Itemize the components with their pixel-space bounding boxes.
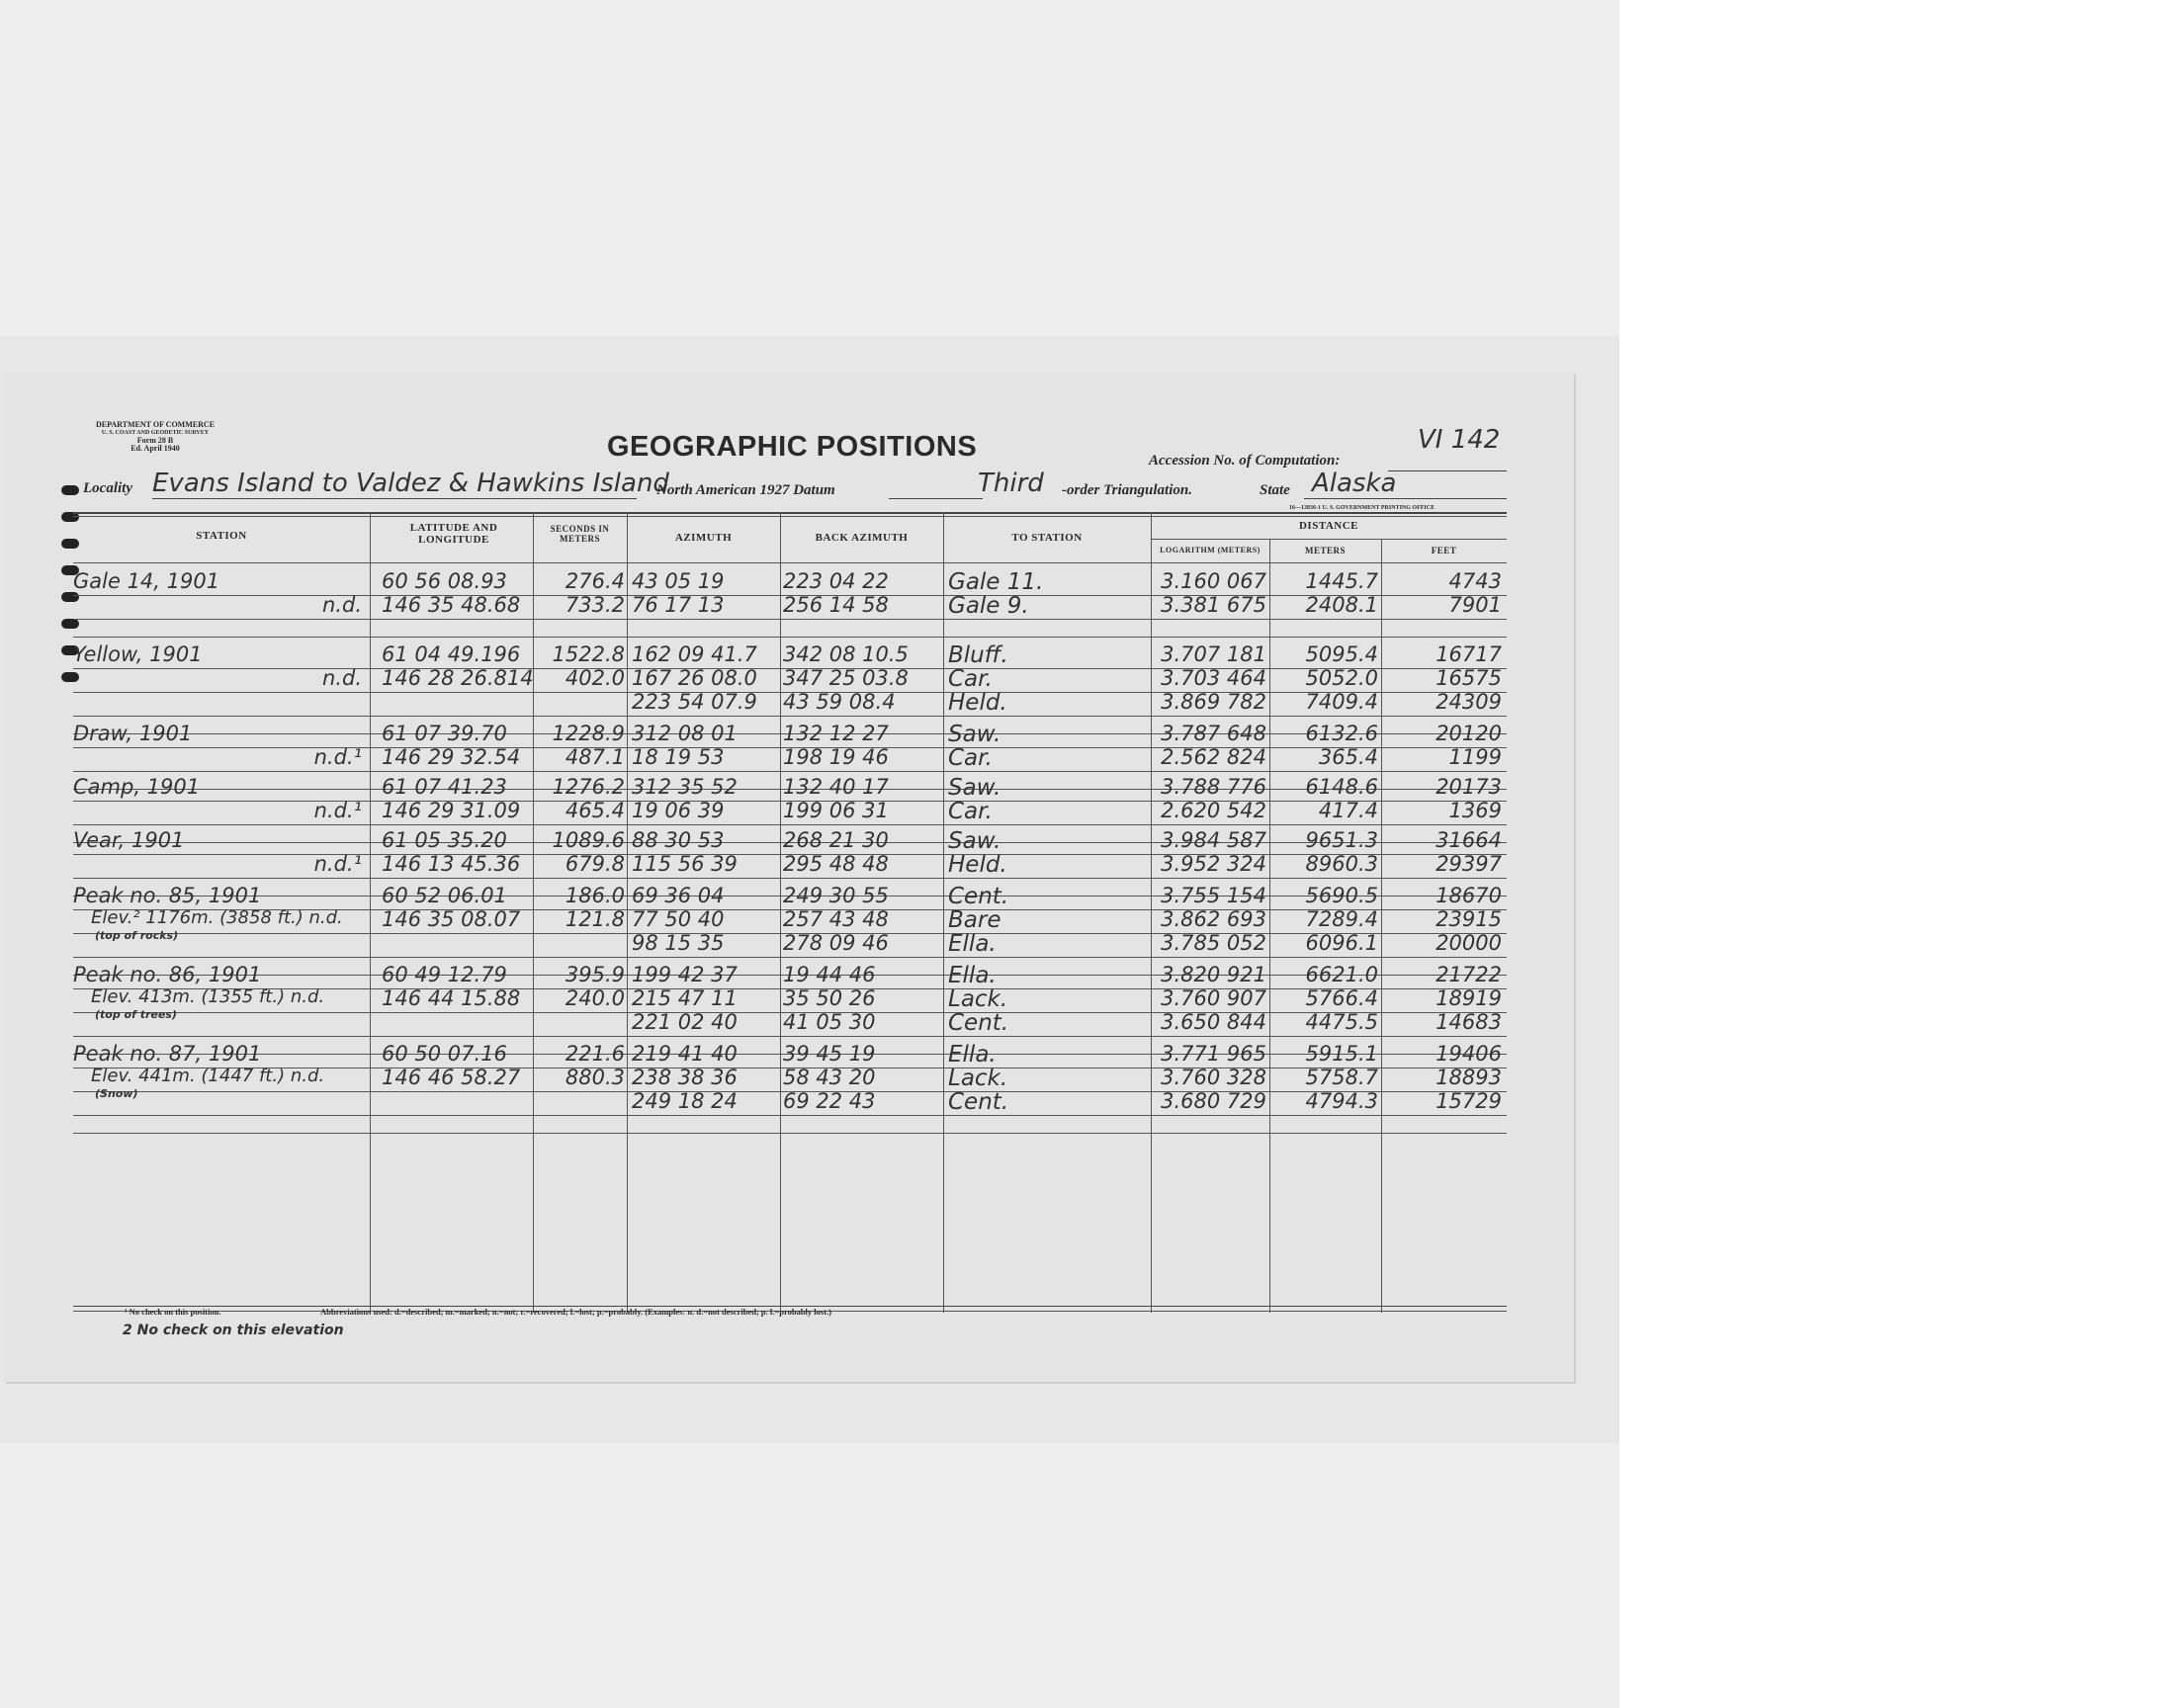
col-back-azimuth: BACK AZIMUTH [815,532,909,544]
cell-log: 3.785 052 [1161,931,1266,955]
cell-sec: 402.0 [565,666,625,690]
cell-baz: 342 08 10.5 [783,642,909,666]
col-feet: FEET [1431,546,1457,555]
cell-ft: 1369 [1448,799,1502,822]
cell-m: 6148.6 [1305,775,1378,799]
cell-az: 221 02 40 [632,1010,738,1034]
cell-to: Saw. [948,775,1001,801]
page-title: GEOGRAPHIC POSITIONS [607,431,978,463]
dept-line: Ed. April 1940 [130,444,180,453]
cell-az: 77 50 40 [632,907,725,931]
cell-az: 167 26 08.0 [632,666,757,690]
cell-m: 5766.4 [1305,986,1378,1010]
cell-latlon: 146 35 48.68 [382,593,521,617]
cell-station: Elev. 413m. (1355 ft.) n.d. [91,986,325,1007]
col-latlon: LATITUDE AND LONGITUDE [409,522,498,546]
station-subnote: (top of trees) [95,1008,177,1021]
cell-m: 417.4 [1318,799,1378,822]
cell-baz: 58 43 20 [783,1066,876,1089]
cell-az: 312 08 01 [632,722,738,745]
dept-line: Form 28 B [136,436,174,445]
cell-az: 76 17 13 [632,593,725,617]
cell-az: 223 54 07.9 [632,690,757,714]
cell-to: Gale 9. [948,593,1029,619]
cell-ft: 7901 [1448,593,1502,617]
cell-station: Peak no. 86, 1901 [73,963,262,986]
cell-latlon: 146 29 32.54 [382,745,521,769]
cell-ft: 18893 [1436,1066,1502,1089]
station-subnote: (top of rocks) [95,929,179,942]
cell-sec: 276.4 [565,569,625,593]
state-label: State [1260,482,1290,498]
cell-station: Draw, 1901 [73,722,193,745]
cell-log: 3.862 693 [1161,907,1266,931]
cell-az: 69 36 04 [632,884,725,907]
cell-ft: 24309 [1436,690,1502,714]
cell-station: Peak no. 87, 1901 [73,1042,262,1066]
cell-baz: 249 30 55 [783,884,889,907]
cell-baz: 132 12 27 [783,722,889,745]
cell-to: Cent. [948,1010,1009,1036]
cell-log: 3.755 154 [1161,884,1266,907]
cell-sec: 733.2 [565,593,625,617]
cell-latlon: 60 49 12.79 [382,963,507,986]
cell-log: 3.703 464 [1161,666,1266,690]
cell-station: n.d. [322,593,362,617]
cell-baz: 39 45 19 [783,1042,876,1066]
cell-baz: 223 04 22 [783,569,889,593]
cell-to: Cent. [948,884,1009,909]
cell-ft: 20120 [1436,722,1502,745]
cell-latlon: 61 04 49.196 [382,642,521,666]
cell-baz: 69 22 43 [783,1089,876,1113]
cell-sec: 679.8 [565,852,625,876]
cell-m: 6096.1 [1305,931,1378,955]
cell-ft: 16717 [1436,642,1502,666]
cell-station: n.d.¹ [313,799,362,822]
cell-latlon: 146 29 31.09 [382,799,521,822]
cell-ft: 16575 [1436,666,1502,690]
cell-log: 3.381 675 [1161,593,1266,617]
cell-log: 3.820 921 [1161,963,1266,986]
cell-sec: 121.8 [565,907,625,931]
department-block [81,421,229,453]
cell-log: 3.760 907 [1161,986,1266,1010]
geographic-positions-form [4,372,1574,1382]
cell-baz: 35 50 26 [783,986,876,1010]
cell-az: 98 15 35 [632,931,725,955]
cell-to: Bluff. [948,642,1008,668]
cell-az: 219 41 40 [632,1042,738,1066]
cell-m: 7409.4 [1305,690,1378,714]
col-station: STATION [196,530,247,542]
cell-baz: 199 06 31 [783,799,889,822]
cell-to: Car. [948,799,993,824]
accession-label: Accession No. of Computation: [1149,453,1341,469]
cell-m: 7289.4 [1305,907,1378,931]
cell-baz: 132 40 17 [783,775,889,799]
cell-baz: 43 59 08.4 [783,690,896,714]
cell-baz: 295 48 48 [783,852,889,876]
cell-station: n.d.¹ [313,852,362,876]
col-distance: DISTANCE [1298,520,1359,532]
cell-m: 6621.0 [1305,963,1378,986]
cell-station: Peak no. 85, 1901 [73,884,262,907]
cell-latlon: 146 28 26.814 [382,666,534,690]
cell-sec: 1089.6 [552,828,625,852]
cell-sec: 1276.2 [552,775,625,799]
cell-to: Gale 11. [948,569,1044,595]
cell-log: 3.771 965 [1161,1042,1266,1066]
cell-latlon: 61 07 41.23 [382,775,507,799]
cell-station: Gale 14, 1901 [73,569,220,593]
cell-station: n.d. [322,666,362,690]
cell-log: 3.952 324 [1161,852,1266,876]
cell-baz: 41 05 30 [783,1010,876,1034]
cell-station: Vear, 1901 [73,828,185,852]
cell-log: 2.562 824 [1161,745,1266,769]
dept-line: DEPARTMENT OF COMMERCE [95,420,215,429]
cell-baz: 268 21 30 [783,828,889,852]
cell-sec: 221.6 [565,1042,625,1066]
cell-m: 365.4 [1318,745,1378,769]
cell-station: Elev. 441m. (1447 ft.) n.d. [91,1066,325,1086]
cell-log: 3.680 729 [1161,1089,1266,1113]
cell-az: 43 05 19 [632,569,725,593]
cell-to: Car. [948,745,993,771]
cell-latlon: 60 56 08.93 [382,569,507,593]
dept-line: U. S. COAST AND GEODETIC SURVEY [101,430,210,436]
cell-log: 3.160 067 [1161,569,1266,593]
footnote-1: ¹ No check on this position. [125,1307,221,1317]
cell-to: Cent. [948,1089,1009,1115]
cell-sec: 240.0 [565,986,625,1010]
order-value: Third [978,469,1044,498]
cell-baz: 257 43 48 [783,907,889,931]
cell-m: 2408.1 [1305,593,1378,617]
cell-m: 5095.4 [1305,642,1378,666]
cell-m: 5758.7 [1305,1066,1378,1089]
cell-az: 115 56 39 [632,852,738,876]
cell-ft: 29397 [1436,852,1502,876]
cell-m: 9651.3 [1305,828,1378,852]
cell-sec: 1522.8 [552,642,625,666]
station-subnote: (Snow) [95,1087,138,1100]
cell-az: 199 42 37 [632,963,738,986]
cell-ft: 18670 [1436,884,1502,907]
datum-label: North American 1927 Datum [656,482,835,498]
cell-az: 88 30 53 [632,828,725,852]
cell-latlon: 146 44 15.88 [382,986,521,1010]
cell-to: Ella. [948,931,997,957]
col-to-station: TO STATION [1011,532,1083,544]
cell-log: 3.707 181 [1161,642,1266,666]
cell-station: Camp, 1901 [73,775,201,799]
cell-ft: 4743 [1448,569,1502,593]
cell-log: 3.650 844 [1161,1010,1266,1034]
cell-sec: 465.4 [565,799,625,822]
state-value: Alaska [1312,469,1397,498]
cell-m: 5915.1 [1305,1042,1378,1066]
col-logarithm: LOGARITHM (METERS) [1160,546,1261,555]
order-label: -order Triangulation. [1062,482,1192,498]
cell-latlon: 60 50 07.16 [382,1042,507,1066]
cell-m: 5052.0 [1305,666,1378,690]
col-azimuth: AZIMUTH [674,532,733,544]
accession-value: VI 142 [1418,425,1501,455]
cell-baz: 19 44 46 [783,963,876,986]
cell-to: Bare [948,907,1001,933]
col-seconds: SECONDS IN METERS [550,524,610,544]
cell-ft: 21722 [1436,963,1502,986]
cell-to: Lack. [948,986,1008,1012]
cell-az: 238 38 36 [632,1066,738,1089]
cell-m: 1445.7 [1305,569,1378,593]
cell-sec: 487.1 [565,745,625,769]
cell-to: Lack. [948,1066,1008,1091]
cell-sec: 1228.9 [552,722,625,745]
cell-sec: 880.3 [565,1066,625,1089]
abbreviations-note: Abbreviations used: d.=described; m.=marked; n.=not; r.=recovered; l.=lost; p.=probably. (Examples: n. d.=not described; p. l.=probably lost.) [320,1307,831,1317]
cell-m: 6132.6 [1305,722,1378,745]
cell-to: Ella. [948,963,997,988]
cell-az: 215 47 11 [632,986,738,1010]
cell-m: 4475.5 [1305,1010,1378,1034]
cell-station: n.d.¹ [313,745,362,769]
cell-latlon: 146 35 08.07 [382,907,521,931]
cell-to: Ella. [948,1042,997,1068]
cell-ft: 1199 [1448,745,1502,769]
cell-baz: 347 25 03.8 [783,666,909,690]
cell-log: 2.620 542 [1161,799,1266,822]
cell-m: 4794.3 [1305,1089,1378,1113]
cell-baz: 198 19 46 [783,745,889,769]
cell-baz: 256 14 58 [783,593,889,617]
cell-ft: 14683 [1436,1010,1502,1034]
cell-log: 3.788 776 [1161,775,1266,799]
cell-log: 3.984 587 [1161,828,1266,852]
cell-m: 5690.5 [1305,884,1378,907]
cell-m: 8960.3 [1305,852,1378,876]
cell-station: Elev.² 1176m. (3858 ft.) n.d. [91,907,343,928]
cell-latlon: 60 52 06.01 [382,884,507,907]
cell-az: 249 18 24 [632,1089,738,1113]
cell-ft: 19406 [1436,1042,1502,1066]
cell-az: 312 35 52 [632,775,738,799]
cell-to: Held. [948,690,1007,716]
cell-to: Saw. [948,828,1001,854]
cell-sec: 395.9 [565,963,625,986]
cell-ft: 18919 [1436,986,1502,1010]
positions-table [73,512,1507,1303]
cell-log: 3.760 328 [1161,1066,1266,1089]
cell-log: 3.869 782 [1161,690,1266,714]
cell-ft: 20173 [1436,775,1502,799]
cell-baz: 278 09 46 [783,931,889,955]
cell-latlon: 146 46 58.27 [382,1066,521,1089]
cell-ft: 31664 [1436,828,1502,852]
cell-latlon: 61 07 39.70 [382,722,507,745]
cell-ft: 15729 [1436,1089,1502,1113]
cell-ft: 20000 [1436,931,1502,955]
cell-to: Held. [948,852,1007,878]
cell-ft: 23915 [1436,907,1502,931]
cell-latlon: 146 13 45.36 [382,852,521,876]
cell-az: 162 09 41.7 [632,642,757,666]
cell-latlon: 61 05 35.20 [382,828,507,852]
gpo-line: 16—13836-1 U. S. GOVERNMENT PRINTING OFFICE [1289,505,1436,511]
cell-to: Car. [948,666,993,692]
cell-sec: 186.0 [565,884,625,907]
cell-station: Yellow, 1901 [73,642,203,666]
locality-value: Evans Island to Valdez & Hawkins Island [152,469,669,498]
cell-to: Saw. [948,722,1001,747]
locality-label: Locality [83,480,132,496]
cell-az: 19 06 39 [632,799,725,822]
col-meters: METERS [1304,546,1346,555]
cell-az: 18 19 53 [632,745,725,769]
cell-log: 3.787 648 [1161,722,1266,745]
footnote-2: 2 No check on this elevation [123,1323,344,1338]
